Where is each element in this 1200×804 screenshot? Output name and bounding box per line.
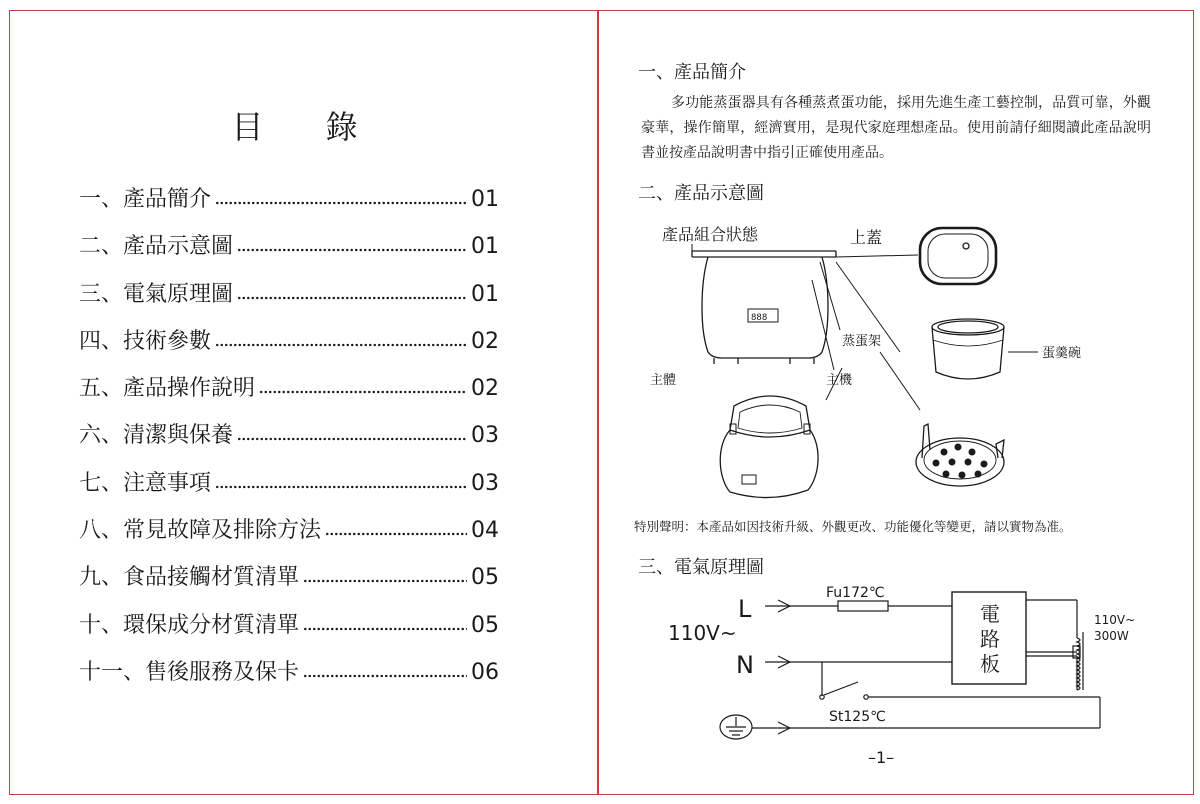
board-char-1: 電 (980, 602, 1000, 626)
toc-dot-leader (215, 326, 467, 348)
label-line-L: L (738, 595, 752, 623)
toc-dot-leader (215, 468, 467, 490)
toc-item (79, 277, 499, 324)
disclaimer-note: 特別聲明：本產品如因技術升級、外觀更改、功能優化等變更，請以實物為准。 (634, 519, 1072, 534)
label-supply-voltage: 110V~ (668, 621, 737, 645)
toc-item-label: 七、注意事項 (79, 470, 212, 496)
toc-item (79, 182, 499, 229)
page-number: –1– (868, 748, 895, 767)
toc-item (79, 560, 499, 607)
fuse-symbol (838, 601, 888, 611)
toc-item-label: 八、常見故障及排除方法 (79, 518, 322, 544)
toc-item (79, 229, 499, 276)
toc-item-page: 01 (471, 281, 499, 307)
product-diagram (600, 212, 1160, 512)
toc-dot-leader (303, 657, 467, 679)
toc-item-label: 十一、售後服務及保卡 (79, 659, 300, 685)
label-neutral-N: N (736, 651, 754, 679)
section-title-diagram: 二、產品示意圖 (638, 183, 764, 204)
board-char-3: 板 (980, 652, 1000, 676)
toc-dot-leader (237, 231, 467, 253)
toc-item (79, 466, 499, 513)
toc-item-page: 05 (471, 565, 499, 591)
toc-item-label: 二、產品示意圖 (79, 234, 234, 260)
toc-list (79, 182, 499, 702)
display-readout: 888 (751, 313, 768, 323)
intro-paragraph: 多功能蒸蛋器具有各種蒸煮蛋功能，採用先進生產工藝控制，品質可靠，外觀豪華，操作簡單，經濟實用，是現代家庭理想產品。使用前請仔細閱讀此產品說明書並按產品說明書中指引正確使用產品。 (641, 95, 1151, 161)
toc-item-label: 五、產品操作說明 (79, 376, 256, 402)
toc-item-page: 06 (471, 659, 499, 685)
ground-symbol (720, 715, 752, 739)
toc-item (79, 371, 499, 418)
toc-item (79, 608, 499, 655)
toc-item (79, 655, 499, 702)
label-lid: 上蓋 (850, 228, 883, 247)
toc-item-page: 01 (471, 234, 499, 260)
toc-item-page: 03 (471, 423, 499, 449)
toc-item-label: 十、環保成分材質清單 (79, 612, 300, 638)
toc-item-page: 03 (471, 470, 499, 496)
toc-item-page: 02 (471, 328, 499, 354)
label-base: 主機 (826, 373, 853, 388)
toc-item-label: 六、清潔與保養 (79, 423, 234, 449)
label-heater-power: 300W (1094, 629, 1129, 643)
toc-item-label: 一、產品簡介 (79, 187, 212, 212)
rack-drawing (916, 424, 1004, 486)
assembled-appliance-drawing (692, 251, 836, 364)
toc-dot-leader (259, 373, 467, 395)
section-title-intro: 一、產品簡介 (638, 62, 746, 83)
label-fuse: Fu172℃ (826, 585, 885, 601)
label-rack: 蒸蛋架 (842, 334, 882, 349)
label-heater-voltage: 110V~ (1094, 613, 1136, 627)
toc-item-label: 九、食品接觸材質清單 (79, 565, 300, 591)
toc-dot-leader (237, 279, 467, 301)
toc-item-page: 04 (471, 518, 499, 544)
toc-item (79, 324, 499, 371)
toc-item-label: 三、電氣原理圖 (79, 281, 234, 307)
bowl-drawing (932, 319, 1004, 379)
toc-item-page: 02 (471, 376, 499, 402)
toc-item-page: 05 (471, 612, 499, 638)
toc-dot-leader (325, 515, 467, 537)
lid-drawing (920, 228, 996, 284)
toc-item (79, 418, 499, 465)
toc-dot-leader (303, 562, 467, 584)
toc-dot-leader (303, 610, 467, 632)
toc-dot-leader (215, 184, 467, 206)
label-assembled: 產品組合狀態 (662, 225, 759, 244)
toc-item (79, 513, 499, 560)
thermostat-switch (824, 682, 858, 695)
toc-item-page: 01 (471, 187, 499, 212)
label-thermostat: St125℃ (829, 709, 886, 725)
toc-title: 目 錄 (231, 108, 384, 146)
circuit-diagram (600, 578, 1136, 743)
label-bowl: 蛋羹碗 (1042, 346, 1082, 361)
label-body: 主體 (650, 373, 677, 388)
toc-item-label: 四、技術參數 (79, 328, 212, 354)
toc-dot-leader (237, 420, 467, 442)
board-char-2: 路 (980, 627, 1000, 651)
section-title-circuit: 三、電氣原理圖 (638, 557, 764, 578)
base-unit-drawing (720, 396, 818, 498)
